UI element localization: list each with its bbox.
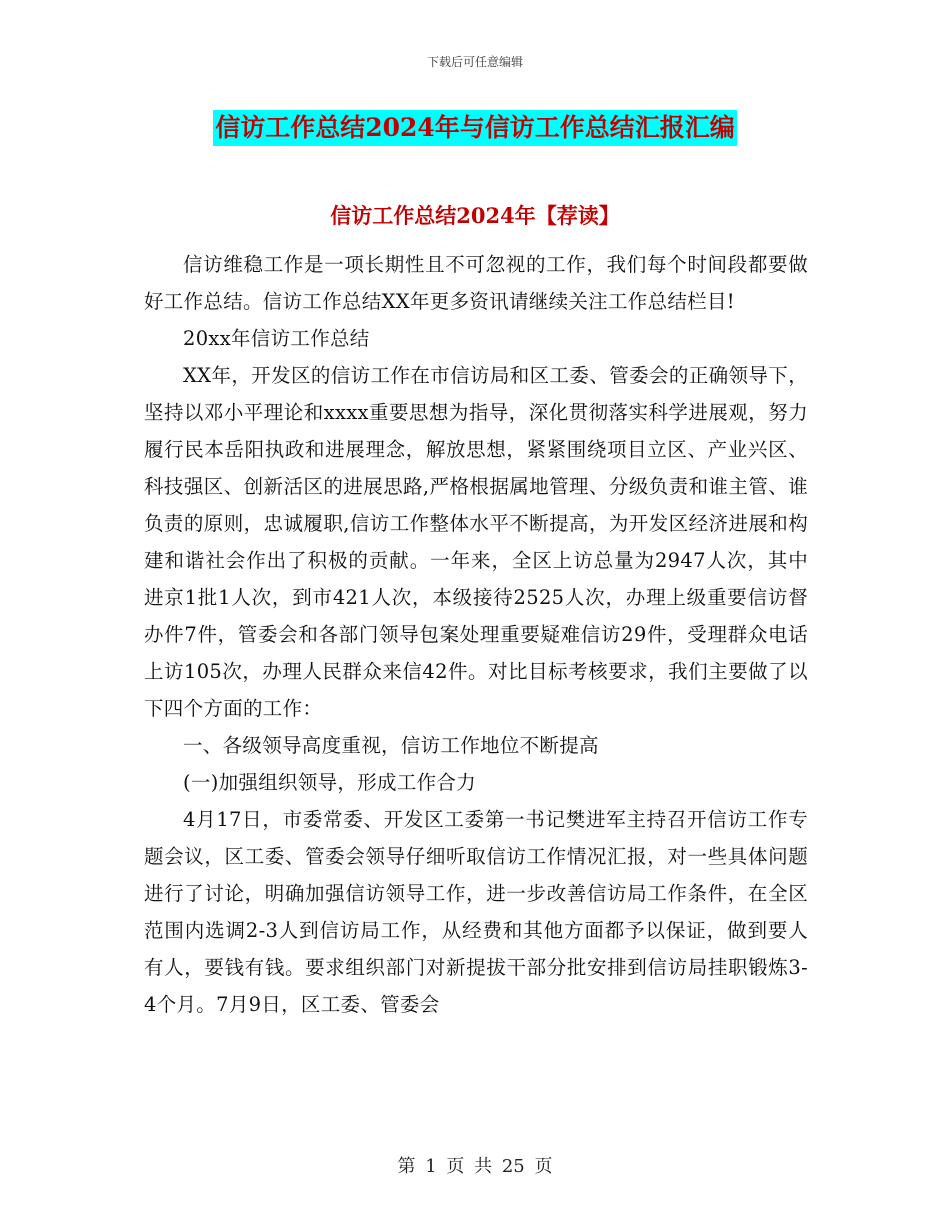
document-body: [144, 246, 808, 1023]
page-header-note: 下载后可任意编辑: [426, 55, 523, 69]
document-title: 信访工作总结2024年与信访工作总结汇报汇编: [213, 110, 737, 146]
paragraph-meeting: 4月17日，市委常委、开发区工委第一书记樊进军主持召开信访工作专题会议，区工委、管委会领导仔细听取信访工作情况汇报，对一些具体问题进行了讨论，明确加强信访领导工作，进一步改善信访局工作条件，在全区范围内选调2-3人到信访局工作，从经费和其他方面都予以保证，做到要人有人，要钱有钱。要求组织部门对新提拔干部分批安排到信访局挂职锻炼3-4个月。7月9日，区工委、管委会: [144, 808, 808, 1016]
section-subtitle: 信访工作总结2024年【荐读】: [330, 203, 620, 228]
page-footer: 第 1 页 共 25 页: [397, 1156, 553, 1177]
section-heading-1: 一、各级领导高度重视，信访工作地位不断提高: [183, 734, 599, 757]
title-block: [0, 110, 950, 146]
subsection-heading-1: (一)加强组织领导，形成工作合力: [183, 771, 477, 794]
paragraph-summary: XX年，开发区的信访工作在市信访局和区工委、管委会的正确领导下，坚持以邓小平理论和xxxx重要思想为指导，深化贯彻落实科学进展观，努力履行民本岳阳执政和进展理念，解放思想，紧紧围绕项目立区、产业兴区、科技强区、创新活区的进展思路,严格根据属地管理、分级负责和谁主管、谁负责的原则，忠诚履职,信访工作整体水平不断提高，为开发区经济进展和构建和谐社会作出了积极的贡献。一年来，全区上访总量为2947人次，其中进京1批1人次，到市421人次，本级接待2525人次，办理上级重要信访督办件7件，管委会和各部门领导包案处理重要疑难信访29件，受理群众电话上访105次，办理人民群众来信42件。对比目标考核要求，我们主要做了以下四个方面的工作：: [144, 364, 808, 720]
paragraph-heading: 20xx年信访工作总结: [183, 327, 370, 350]
paragraph-intro: 信访维稳工作是一项长期性且不可忽视的工作，我们每个时间段都要做好工作总结。信访工作总结XX年更多资讯请继续关注工作总结栏目!: [144, 253, 808, 313]
